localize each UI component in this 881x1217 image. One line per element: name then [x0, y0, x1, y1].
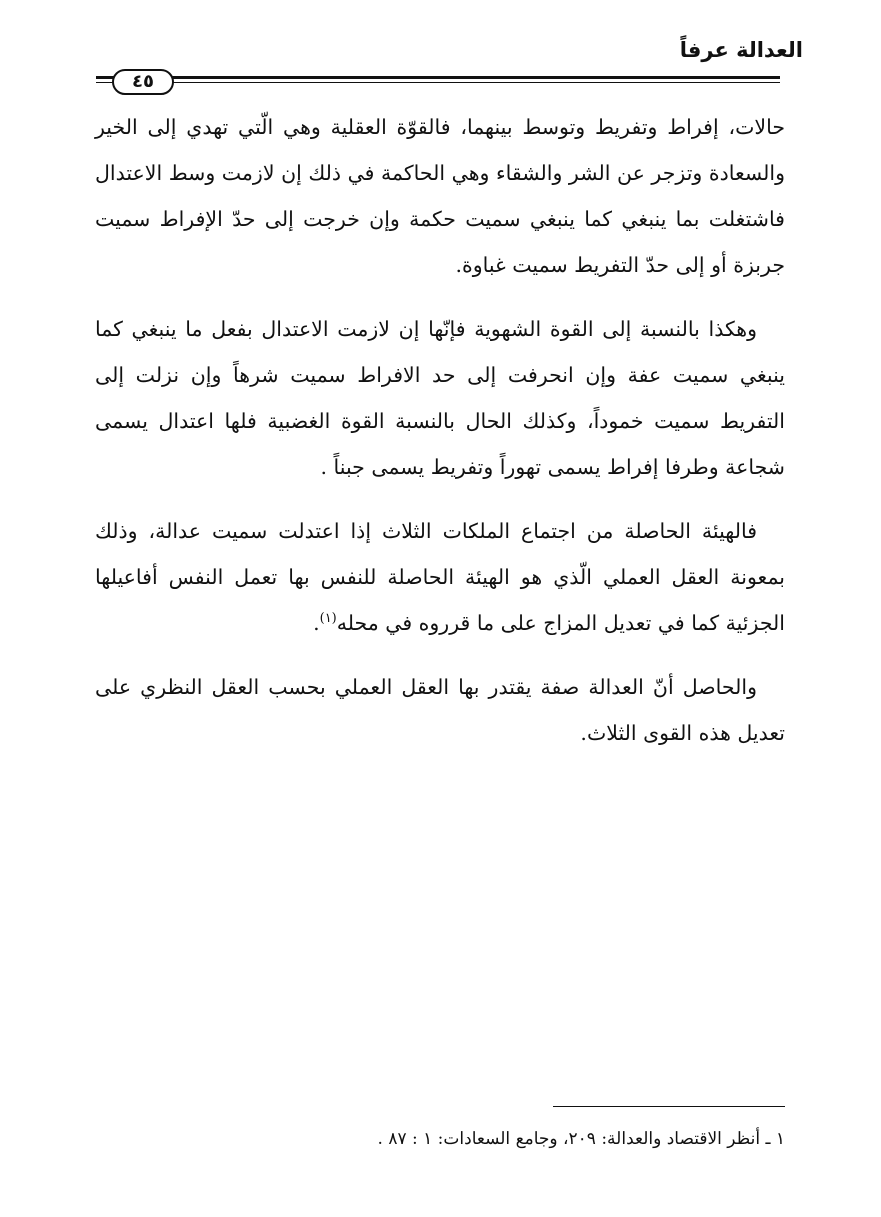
footnote-rule — [553, 1106, 785, 1107]
header-rule-thin — [96, 82, 780, 83]
paragraph-2: وهكذا بالنسبة إلى القوة الشهوية فإنّها إن لازمت الاعتدال بفعل ما ينبغي كما ينبغي سميت عفة وإن انحرفت إلى حد الافراط سميت شرهاً وإن نزلت إلى التفريط سميت خموداً، وكذلك الحال بالنسبة القوة الغضبية فلها اعتدال يسمى شجاعة وطرفا إفراط يسمى تهوراً وتفريط يسمى جبناً . — [95, 317, 785, 479]
header-rule-thick — [96, 76, 780, 79]
page-number: ٤٥ — [112, 69, 174, 95]
footnote: ١ ـ أنظر الاقتصاد والعدالة: ٢٠٩، وجامع السعادات: ١ : ٨٧ . — [377, 1129, 785, 1149]
running-title: العدالة عرفاً — [679, 38, 803, 62]
footnote-reference[interactable]: (١) — [319, 611, 337, 627]
paragraph-4: والحاصل أنّ العدالة صفة يقتدر بها العقل العملي بحسب العقل النظري على تعديل هذه القوى الثلاث. — [95, 675, 785, 745]
paragraph-1: حالات، إفراط وتفريط وتوسط بينهما، فالقوّة العقلية وهي الّتي تهدي إلى الخير والسعادة وتزجر عن الشر والشقاء وهي الحاكمة في ذلك إن لازمت وسط الاعتدال فاشتغلت بما ينبغي كما ينبغي سميت حكمة وإن خرجت إلى حدّ الإفراط سميت جربزة أو إلى حدّ التفريط سميت غباوة. — [95, 115, 785, 277]
header-rule — [96, 69, 780, 91]
paragraph-3-end: . — [313, 611, 320, 635]
paragraph-3 — [95, 508, 785, 646]
paragraph-3-text: فالهيئة الحاصلة من اجتماع الملكات الثلاث إذا اعتدلت سميت عدالة، وذلك بمعونة العقل العملي الّذي هو الهيئة الحاصلة للنفس بها تعمل النفس أفاعيلها الجزئية كما في تعديل المزاج على ما قرروه في محله — [95, 519, 785, 635]
body-text — [95, 104, 785, 774]
